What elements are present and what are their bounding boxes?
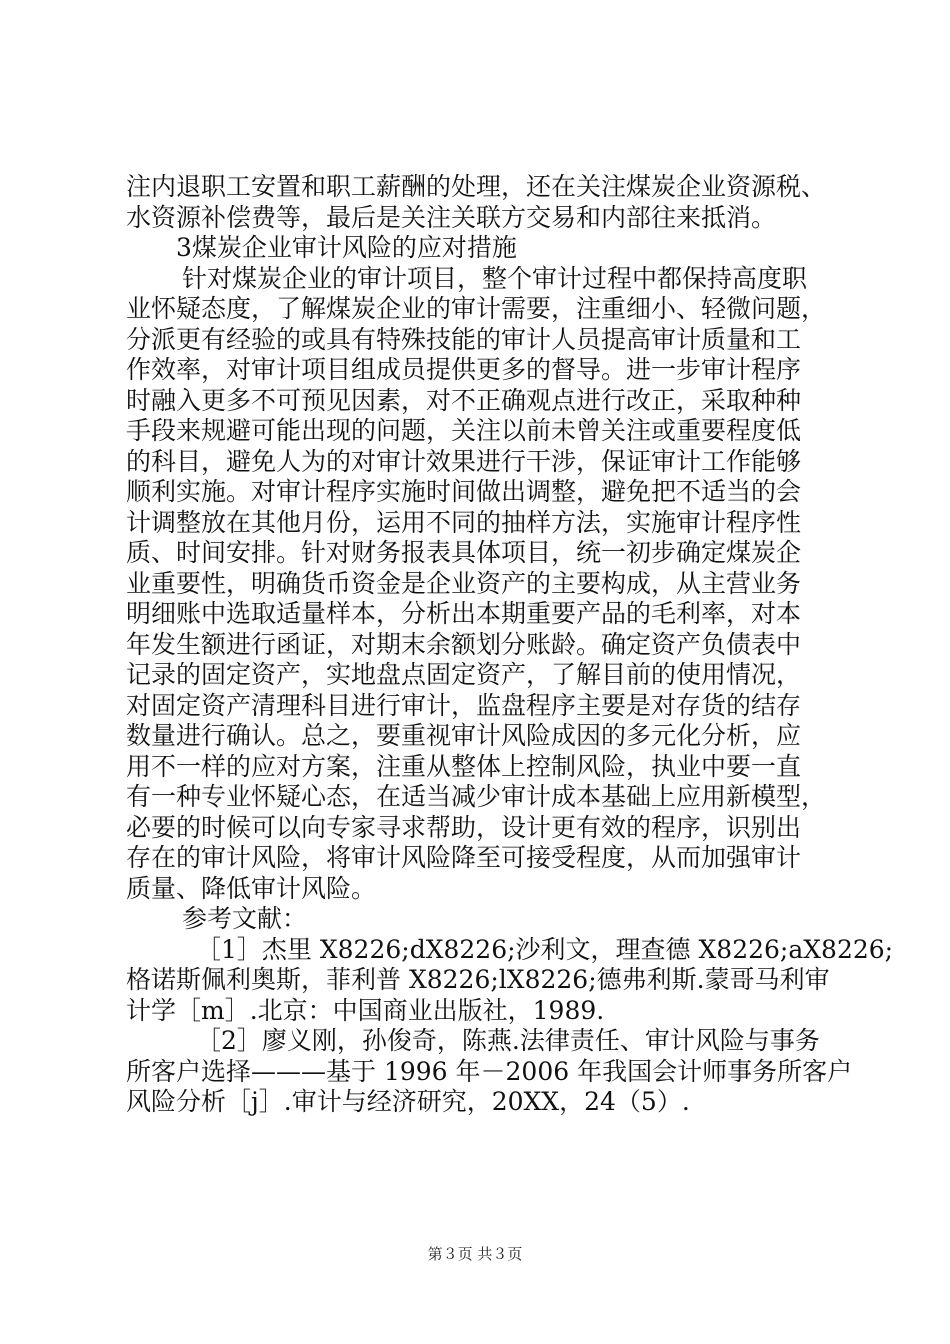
- text-line: 时融入更多不可预见因素，对不正确观点进行改正，采取种种: [126, 385, 802, 415]
- text-line: 计调整放在其他月份，运用不同的抽样方法，实施审计程序性: [126, 507, 802, 537]
- text-line: 对固定资产清理科目进行审计，监盘程序主要是对存货的结存: [126, 690, 802, 720]
- text-line: 针对煤炭企业的审计项目，整个审计过程中都保持高度职: [182, 263, 808, 293]
- text-line: ［1］杰里 X8226;dX8226;沙利文，理查德 X8226;aX8226;: [196, 934, 894, 964]
- text-line: 明细账中选取适量样本，分析出本期重要产品的毛利率，对本: [126, 599, 802, 628]
- text-line: 质量、降低审计风险。: [126, 873, 377, 903]
- text-line: 风险分析［j］.审计与经济研究，20XX，24（5）.: [126, 1087, 690, 1116]
- text-line: 格诺斯佩利奥斯，菲利普 X8226;lX8226;德弗利斯.蒙哥马利审: [126, 965, 830, 994]
- text-line: 业怀疑态度，了解煤炭企业的审计需要，注重细小、轻微问题，: [126, 294, 827, 323]
- text-line: 手段来规避可能出现的问题，关注以前未曾关注或重要程度低: [126, 416, 802, 445]
- text-line: 顺利实施。对审计程序实施时间做出调整，避免把不适当的会: [126, 477, 802, 506]
- text-line: 必要的时候可以向专家寻求帮助，设计更有效的程序，识别出: [126, 812, 802, 842]
- text-line: 记录的固定资产，实地盘点固定资产，了解目前的使用情况，: [126, 660, 802, 689]
- text-line: 用不一样的应对方案，注重从整体上控制风险，执业中要一直: [126, 751, 802, 781]
- text-line: 分派更有经验的或具有特殊技能的审计人员提高审计质量和工: [126, 324, 802, 354]
- text-line: 水资源补偿费等，最后是关注关联方交易和内部往来抵消。: [126, 202, 777, 232]
- text-line: ［2］廖义刚，孙俊奇，陈燕.法律责任、审计风险与事务: [196, 1026, 820, 1055]
- page-footer: 第３页 共３页: [427, 1245, 523, 1263]
- body-text: [126, 172, 894, 1118]
- text-line: 业重要性，明确货币资金是企业资产的主要构成，从主营业务: [126, 568, 802, 598]
- text-line: 存在的审计风险，将审计风险降至可接受程度，从而加强审计: [126, 843, 802, 872]
- text-line: 质、时间安排。针对财务报表具体项目，统一初步确定煤炭企: [126, 538, 802, 567]
- text-line: 3煤炭企业审计风险的应对措施: [176, 233, 517, 262]
- text-line: 有一种专业怀疑心态，在适当减少审计成本基础上应用新模型，: [126, 782, 827, 811]
- text-line: 数量进行确认。总之，要重视审计风险成因的多元化分析，应: [126, 721, 802, 750]
- text-line: 作效率，对审计项目组成员提供更多的督导。进一步审计程序: [126, 355, 802, 384]
- text-line: 所客户选择———基于 1996 年－2006 年我国会计师事务所客户: [126, 1056, 853, 1086]
- text-line: 年发生额进行函证，对期末余额划分账龄。确定资产负债表中: [126, 629, 802, 659]
- text-line: 计学［m］.北京：中国商业出版社，1989.: [126, 995, 605, 1025]
- text-line: 的科目，避免人为的对审计效果进行干涉，保证审计工作能够: [126, 446, 802, 476]
- text-line: 参考文献：: [182, 904, 308, 933]
- text-line: 注内退职工安置和职工薪酬的处理，还在关注煤炭企业资源税、: [126, 172, 827, 201]
